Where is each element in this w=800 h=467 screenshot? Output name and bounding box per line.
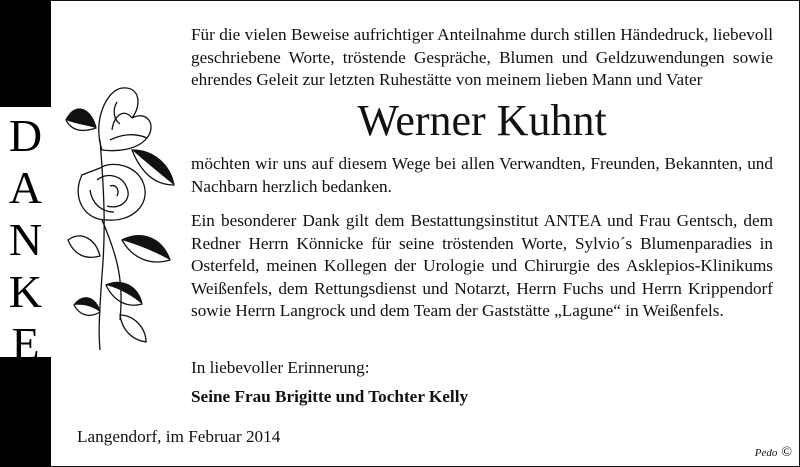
danke-letter: D bbox=[8, 110, 43, 161]
special-thanks-paragraph: Ein besonderer Dank gilt dem Bestattungsinstitut ANTEA und Frau Gentsch, dem Redner Herrn Könnicke für seine tröstenden Worte, Sylvio´s Blumenparadies in Osterfeld, meinen Kollegen der Urologie und Chirurgie des Asklepios-Klinikums Weißenfels, dem Rettungsdienst und Notarzt, Herrn Fuchs und Herrn Krippendorf sowie Herrn Langrock und dem Team der Gaststätte „Lagune“ in Weißenfels. bbox=[191, 211, 773, 321]
place-date: Langendorf, im Februar 2014 bbox=[77, 427, 281, 446]
danke-letter: N bbox=[8, 214, 43, 265]
memory-line: In liebevoller Erinnerung: bbox=[191, 358, 370, 377]
copyright-icon: © bbox=[781, 445, 792, 460]
danke-letter: E bbox=[11, 318, 40, 369]
credit bbox=[755, 445, 792, 461]
danke-letter: A bbox=[8, 162, 43, 213]
rose-icon bbox=[62, 80, 180, 352]
danke-vertical-text bbox=[0, 110, 51, 370]
deceased-name: Werner Kuhnt bbox=[357, 96, 607, 145]
danke-letter: K bbox=[8, 266, 43, 317]
thanks-paragraph: möchten wir uns auf diesem Wege bei allen Verwandten, Freunden, Bekannten, und Nachbarn herzlich bedanken. bbox=[191, 154, 773, 196]
intro-paragraph: Für die vielen Beweise aufrichtiger Anteilnahme durch stillen Händedruck, liebevoll geschriebene Worte, tröstende Gespräche, Blumen und Geldzuwendungen sowie ehrendes Geleit zur letzten Ruhestätte von meinem lieben Mann und Vater bbox=[191, 25, 773, 90]
signers: Seine Frau Brigitte und Tochter Kelly bbox=[191, 387, 469, 406]
credit-text: Pedo bbox=[754, 447, 778, 459]
